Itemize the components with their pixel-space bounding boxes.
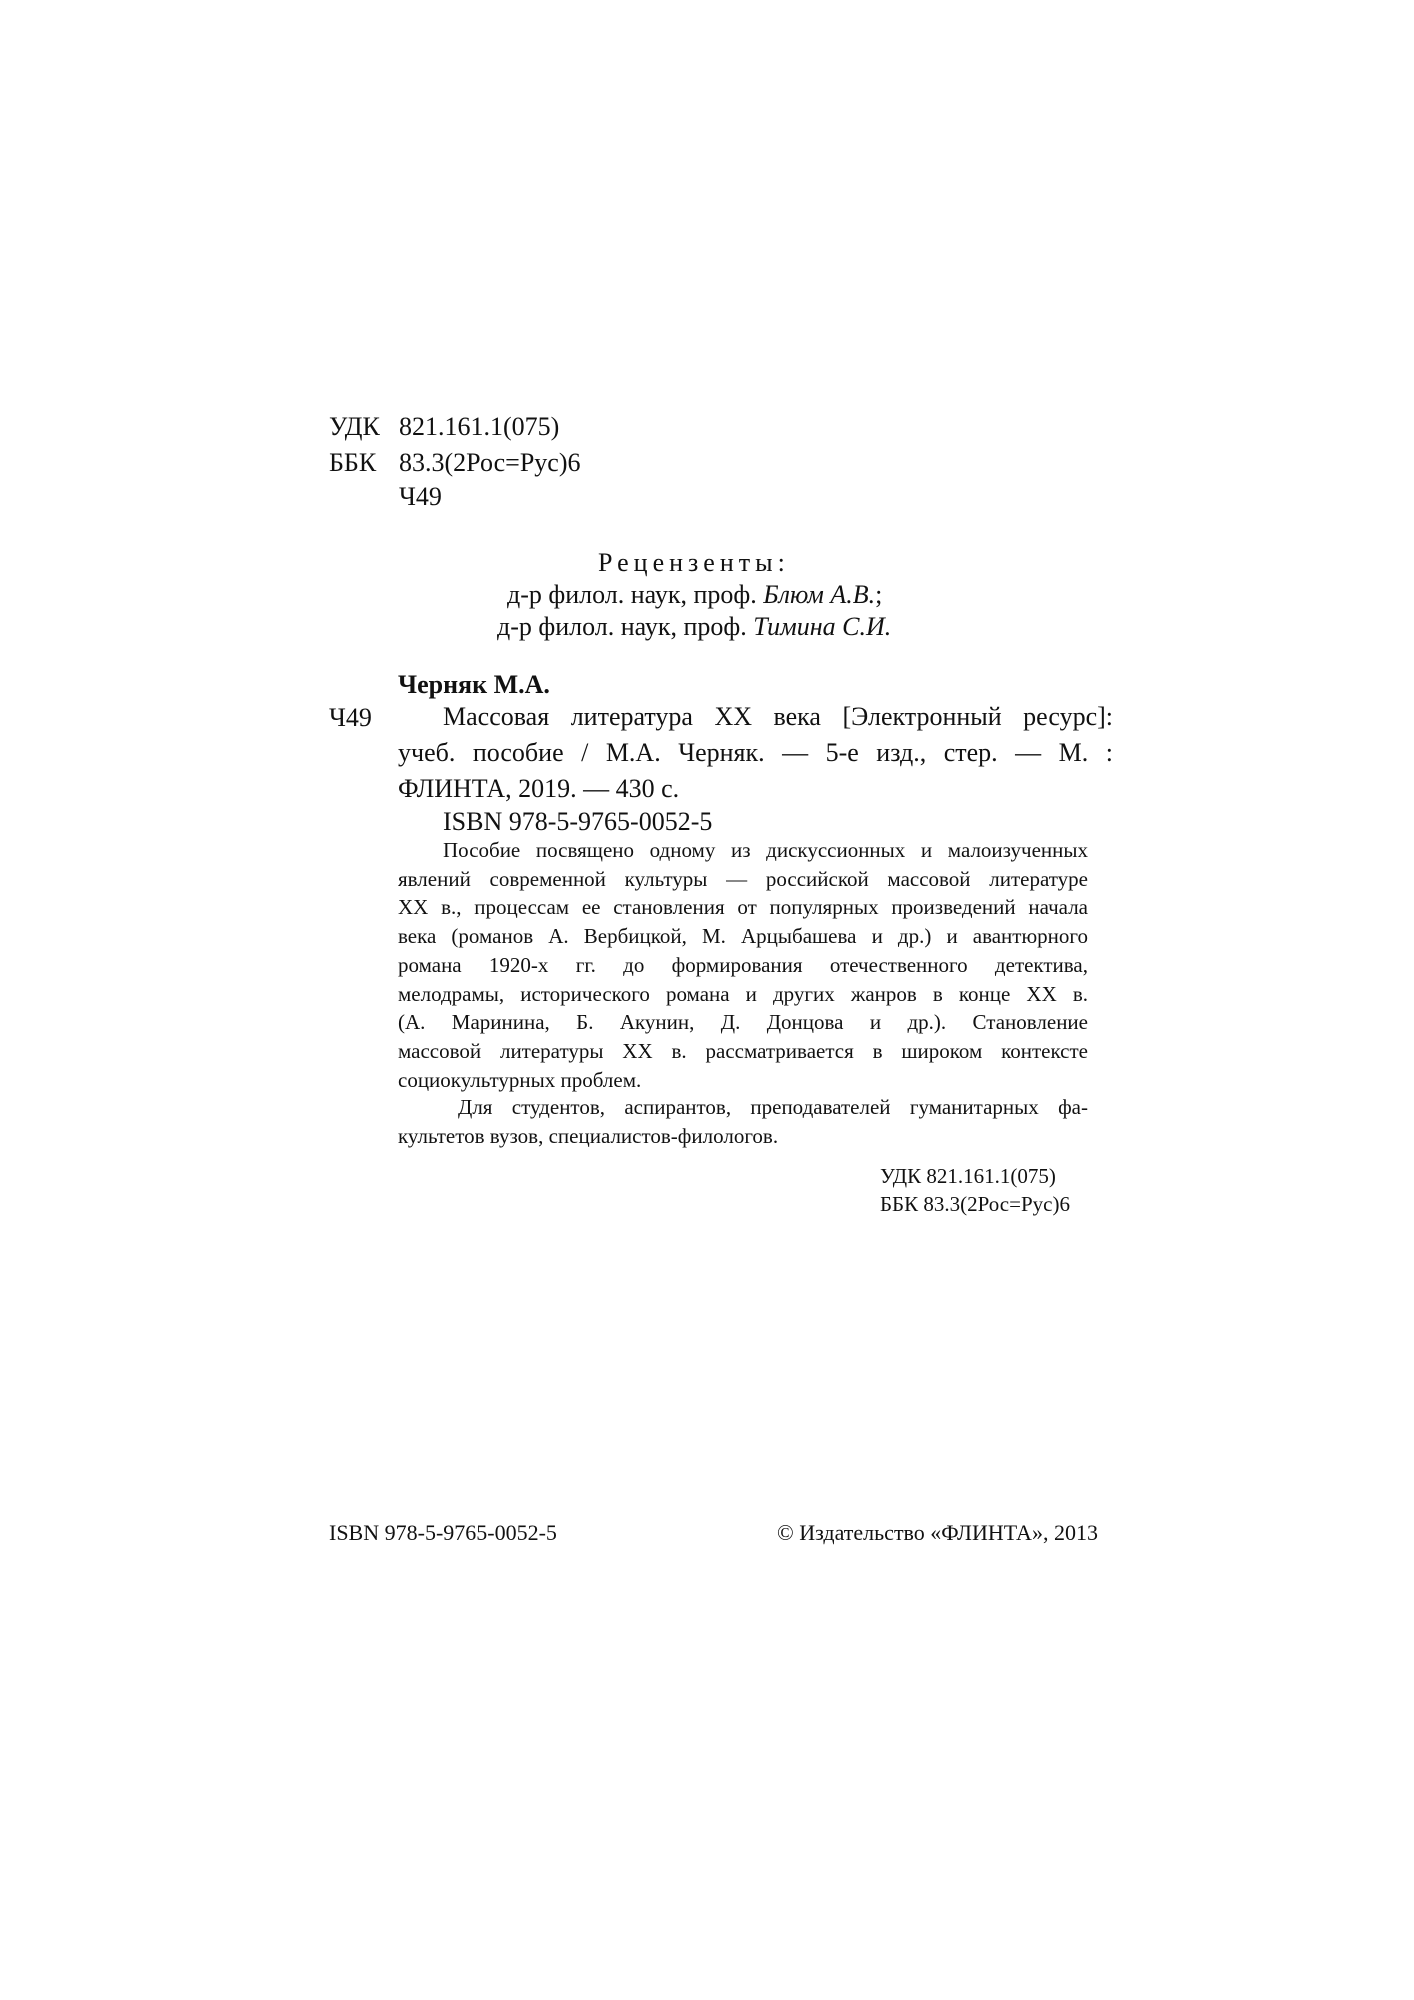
reviewer-1-suffix: ; (875, 580, 883, 609)
annotation-line: мелодрамы, исторического романа и других жанров в конце XX в. (398, 981, 1088, 1006)
entry-author: Черняк М.А. (398, 670, 550, 699)
reviewer-1 (507, 580, 882, 610)
footer-isbn: ISBN 978-5-9765-0052-5 (329, 1520, 557, 1545)
reviewer-1-name: Блюм А.В. (763, 580, 876, 609)
audience-line: Для студентов, аспирантов, преподавателей гуманитарных фа- (458, 1095, 1088, 1119)
bbk-label: ББК (329, 448, 377, 477)
bbk-row (329, 448, 580, 478)
annotation-line: века (романов А. Вербицкой, М. Арцыбашева и др.) и авантюрного (398, 924, 1088, 949)
annotation-line: массовой литературы XX в. рассматривается в широком контексте (398, 1038, 1088, 1063)
annotation-line: (А. Маринина, Б. Акунин, Д. Донцова и др.). Становление (398, 1010, 1088, 1035)
annotation-bbk: ББК 83.3(2Рос=Рус)6 (880, 1192, 1070, 1216)
annotation-text (398, 836, 1088, 1094)
annotation-udk: УДК 821.161.1(075) (880, 1164, 1056, 1188)
udk-label: УДК (329, 412, 380, 441)
author-mark: Ч49 (399, 482, 442, 511)
entry-mark: Ч49 (329, 703, 372, 732)
entry-isbn: ISBN 978-5-9765-0052-5 (443, 807, 713, 836)
annotation-line: явлений современной культуры — российской массовой литературе (398, 866, 1088, 891)
udk-value: 821.161.1(075) (399, 412, 560, 441)
reviewer-2 (497, 612, 891, 642)
reviewer-1-prefix: д-р филол. наук, проф. (507, 580, 764, 609)
bbk-value: 83.3(2Рос=Рус)6 (399, 448, 581, 477)
audience-line: культетов вузов, специалистов-филологов. (398, 1123, 779, 1148)
reviewers-heading: Рецензенты: (598, 548, 790, 577)
description-line: ФЛИНТА, 2019. — 430 с. (398, 774, 680, 803)
annotation-line: социокультурных проблем. (398, 1067, 642, 1092)
description-line: учеб. пособие / М.А. Черняк. — 5-е изд., стер. — М. : (398, 738, 1113, 767)
description-line: Массовая литература XX века [Электронный ресурс]: (443, 702, 1113, 731)
annotation-line: Пособие посвящено одному из дискуссионных и малоизученных (443, 838, 1088, 862)
annotation-line: XX в., процессам ее становления от популярных произведений начала (398, 895, 1088, 920)
reviewer-2-prefix: д-р филол. наук, проф. (497, 612, 754, 641)
reviewer-2-name: Тимина С.И. (753, 612, 892, 641)
annotation-line: романа 1920-х гг. до формирования отечественного детектива, (398, 952, 1088, 977)
footer-copyright: © Издательство «ФЛИНТА», 2013 (777, 1520, 1098, 1545)
audience-text (398, 1093, 1088, 1150)
entry-description (398, 699, 1113, 807)
udk-row (329, 412, 559, 442)
